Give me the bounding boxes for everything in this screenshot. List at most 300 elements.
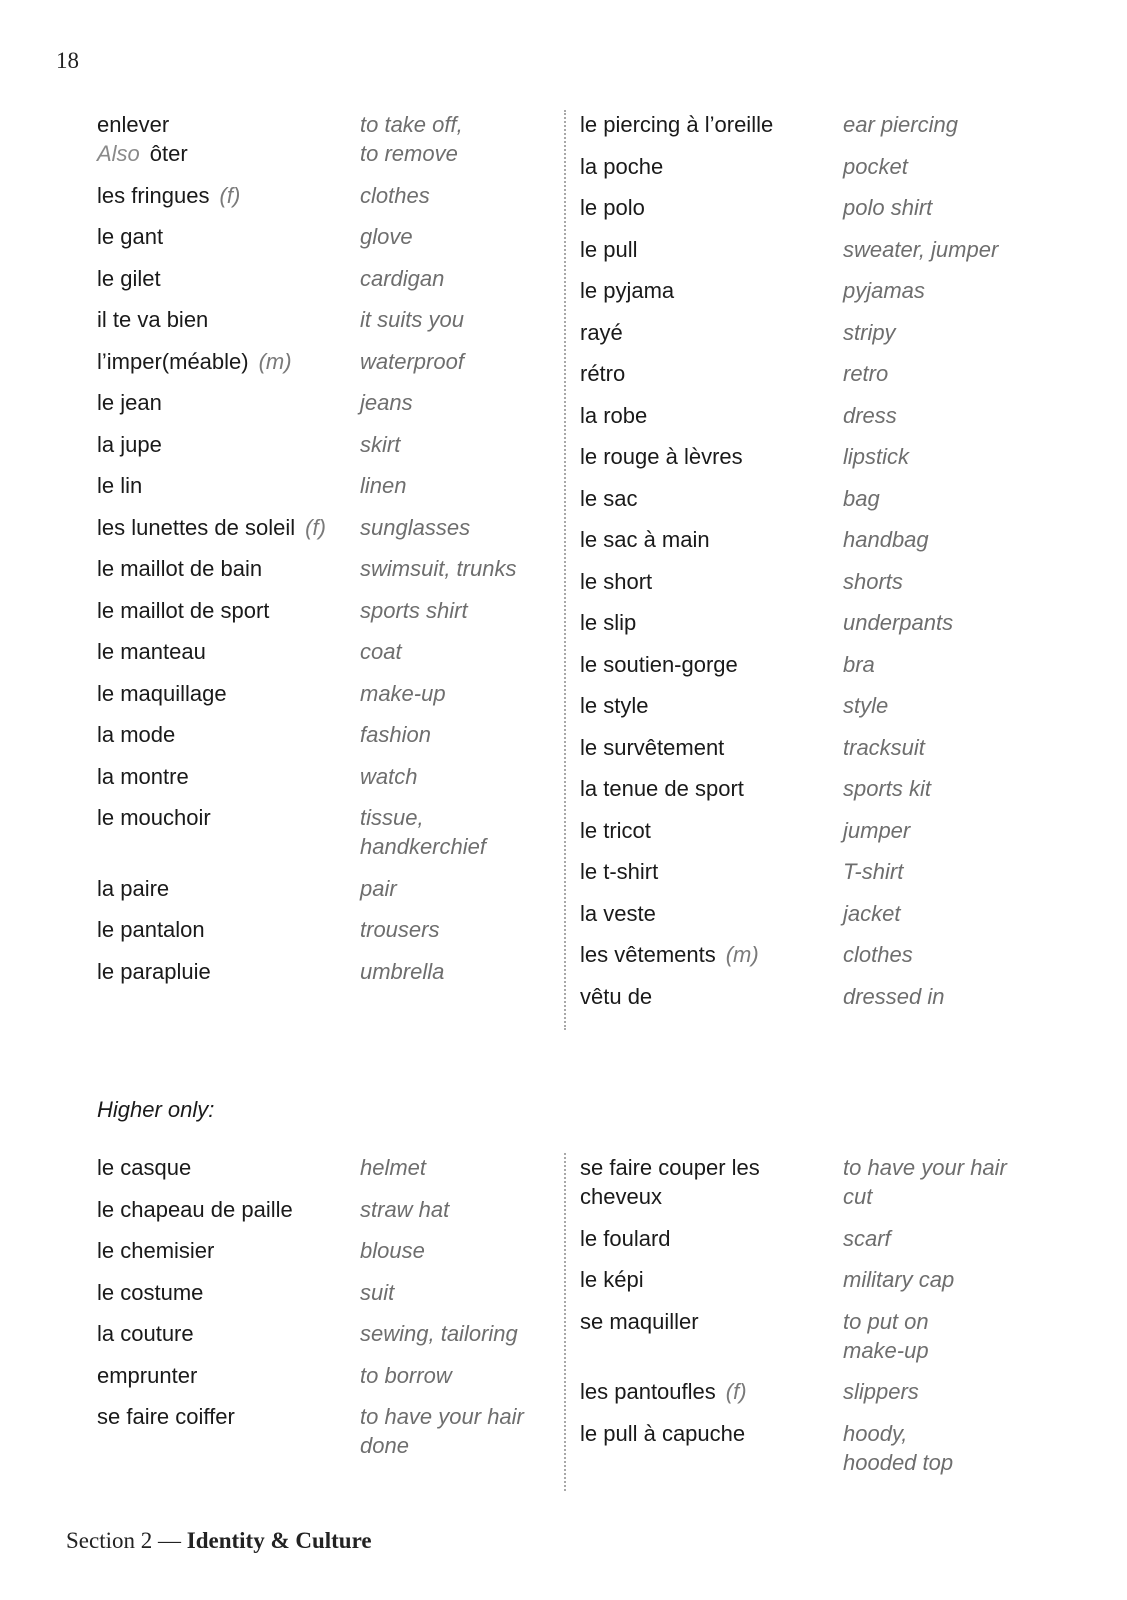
french-term [580,1377,843,1406]
vocab-entry [97,181,547,210]
english-translation [843,1153,1050,1211]
higher-section [0,1153,1127,1491]
higher-column-left [97,1153,547,1473]
translation-line: jeans [360,390,413,415]
french-term-line: le casque [97,1155,192,1180]
french-term [580,982,843,1011]
translation-line: coat [360,639,402,664]
english-translation [360,181,547,210]
english-translation [360,305,547,334]
french-term [580,899,843,928]
english-translation [843,733,1050,762]
french-term [97,388,360,417]
french-term [97,471,360,500]
translation-line: lipstick [843,444,910,469]
french-term-line: rétro [580,361,626,386]
french-term [97,347,360,376]
french-term [580,816,843,845]
french-word: les vêtements [580,942,716,967]
gender-marker: (f) [725,1379,747,1404]
english-translation [360,554,547,583]
translation-line: fashion [360,722,431,747]
french-term-line: le sac [580,485,638,511]
french-term-line [580,940,843,969]
french-term [580,484,843,513]
vocab-entry [580,152,1050,181]
vocab-entry [580,1419,1050,1477]
english-translation [360,1153,547,1182]
translation-line: hoody, [843,1420,908,1446]
vocab-entry [97,110,547,168]
translation-line: to remove [360,141,458,166]
translation-line: sewing, tailoring [360,1321,518,1346]
english-translation [843,193,1050,222]
alternative-word: ôter [149,141,188,166]
vocab-entry [580,484,1050,513]
english-translation [843,318,1050,347]
english-translation [843,110,1050,139]
french-term-line [97,513,360,542]
french-term-line: le pyjama [580,278,675,303]
french-term-line: emprunter [97,1362,198,1388]
english-translation [843,359,1050,388]
higher-column-right [580,1153,1050,1489]
vocab-entry [580,318,1050,347]
vocab-entry [97,430,547,459]
english-translation [360,637,547,666]
french-term [580,525,843,554]
translation-line: tissue, [360,805,424,830]
french-term-line: la couture [97,1321,194,1346]
page-footer [66,1528,372,1554]
french-term [97,874,360,903]
translation-line: straw hat [360,1196,450,1222]
french-term-line: le gant [97,224,164,249]
translation-line: pocket [843,153,908,179]
vocab-entry [580,193,1050,222]
translation-line: jumper [843,817,911,843]
french-term-line: le short [580,568,653,594]
english-translation [843,276,1050,305]
vocab-entry [97,1402,547,1460]
english-translation [360,596,547,625]
french-term [97,554,360,583]
french-word: les lunettes de soleil [97,514,296,540]
english-translation [360,762,547,791]
french-term-line: le slip [580,610,637,635]
french-term [97,1278,360,1307]
translation-line: pyjamas [843,278,925,303]
french-term [97,1361,360,1390]
french-word: les pantoufles [580,1379,716,1404]
english-translation [843,691,1050,720]
vocab-entry [97,471,547,500]
translation-line: make-up [360,680,446,706]
english-translation [843,442,1050,471]
french-term [97,264,360,293]
french-term [97,1402,360,1431]
vocab-entry [580,857,1050,886]
translation-line: to put on [843,1308,929,1334]
english-translation [843,608,1050,637]
vocab-entry [97,513,547,542]
vocab-entry [97,874,547,903]
french-term [97,957,360,986]
english-translation [843,525,1050,554]
french-term-line: le piercing à l’oreille [580,112,774,137]
vocab-entry [97,762,547,791]
french-term [580,318,843,347]
french-term [97,1319,360,1348]
vocab-entry [97,915,547,944]
translation-line: it suits you [360,307,464,332]
english-translation [843,567,1050,596]
translation-line: linen [360,473,407,498]
translation-line: military cap [843,1267,955,1292]
french-term [580,733,843,762]
vocab-entry [97,596,547,625]
translation-line: to have your hair [360,1404,524,1429]
french-term [97,222,360,251]
english-translation [360,1195,547,1224]
french-term-line: se faire couper les [580,1155,760,1180]
english-translation [843,857,1050,886]
vocab-entry [97,1319,547,1348]
french-term [97,637,360,666]
vocab-entry [580,525,1050,554]
vocab-entry [580,276,1050,305]
translation-line: jacket [843,900,901,926]
french-term-line: le pantalon [97,917,205,942]
french-term-line: le foulard [580,1225,671,1251]
french-term-line: le parapluie [97,958,211,984]
higher-only-heading: Higher only: [97,1097,215,1122]
french-term [580,276,843,305]
vocab-entry [580,1377,1050,1406]
translation-line: cut [843,1184,873,1209]
vocab-entry [580,567,1050,596]
french-term-line: la tenue de sport [580,776,744,801]
french-term-line: il te va bien [97,307,209,332]
french-term-line: le pull [580,236,638,262]
french-term [97,1236,360,1265]
vocab-entry [97,803,547,861]
french-term-line: le survêtement [580,734,725,760]
translation-line: retro [843,361,889,386]
translation-line: underpants [843,610,954,635]
vocab-entry [580,235,1050,264]
french-term [97,720,360,749]
english-translation [843,899,1050,928]
english-translation [360,430,547,459]
vocab-entry [97,554,547,583]
column-divider [564,110,566,1030]
french-term [580,193,843,222]
english-translation [843,650,1050,679]
french-term [97,305,360,334]
french-term-line: le képi [580,1267,644,1292]
vocab-entry [580,650,1050,679]
french-term [97,762,360,791]
translation-line: ear piercing [843,112,958,137]
french-term [580,359,843,388]
french-term-line: le gilet [97,265,161,291]
translation-line: swimsuit, trunks [360,556,517,581]
french-term-line: cheveux [580,1184,662,1209]
vocab-entry [580,1265,1050,1294]
english-translation [360,471,547,500]
english-translation [843,152,1050,181]
french-term-line: le sac à main [580,527,710,552]
french-term-line: rayé [580,319,623,345]
french-term [580,1153,843,1211]
vocab-column-left [97,110,547,998]
french-term-line: la robe [580,402,648,428]
translation-line: bag [843,485,880,511]
french-term-line: vêtu de [580,983,653,1009]
english-translation [360,264,547,293]
french-term-line: le polo [580,195,645,220]
translation-line: slippers [843,1379,919,1404]
french-term-line: le rouge à lèvres [580,444,743,469]
translation-line: scarf [843,1225,891,1251]
footer-dash: — [152,1528,187,1553]
french-term [97,915,360,944]
vocab-entry [580,733,1050,762]
vocab-entry [580,401,1050,430]
translation-line: skirt [360,431,401,457]
footer-section-title: Identity & Culture [186,1528,372,1553]
english-translation [360,803,547,861]
english-translation [360,1402,547,1460]
english-translation [843,484,1050,513]
vocab-entry [580,940,1050,969]
french-term [580,1224,843,1253]
translation-line: clothes [843,942,913,967]
translation-line: glove [360,224,413,249]
also-label: Also [97,141,140,166]
translation-line: sports shirt [360,597,468,623]
french-term-line: le chapeau de paille [97,1196,293,1222]
french-term-line: la veste [580,900,656,926]
french-term [580,442,843,471]
english-translation [843,1224,1050,1253]
vocab-entry [580,1224,1050,1253]
translation-line: tracksuit [843,734,925,760]
vocab-entry [97,222,547,251]
english-translation [843,1265,1050,1294]
french-term-line: la jupe [97,431,162,457]
french-term-line: la poche [580,153,664,179]
translation-line: make-up [843,1337,929,1363]
french-term-line: le lin [97,473,143,498]
french-term-line: le manteau [97,639,206,664]
english-translation [360,679,547,708]
french-term-line: le t-shirt [580,859,659,884]
translation-line: sweater, jumper [843,236,999,262]
page-number: 18 [56,48,79,73]
english-translation [360,110,547,168]
vocab-column-right [580,110,1050,1023]
vocab-entry [97,1236,547,1265]
translation-line: bra [843,651,875,677]
gender-marker: (f) [219,182,241,208]
translation-line: dressed in [843,983,945,1009]
french-term [97,430,360,459]
gender-marker: (m) [725,942,759,967]
english-translation [843,816,1050,845]
french-term [580,691,843,720]
vocab-entry [97,1278,547,1307]
translation-line: stripy [843,319,896,345]
translation-line: handkerchief [360,834,486,859]
vocab-entry [97,957,547,986]
french-term-line: le soutien-gorge [580,651,738,677]
french-term-line: la mode [97,722,176,747]
translation-line: polo shirt [843,195,933,220]
translation-line: waterproof [360,348,464,374]
vocab-entry [97,720,547,749]
vocab-entry [97,1195,547,1224]
french-term [580,401,843,430]
french-term-line: le jean [97,390,162,415]
vocab-entry [580,774,1050,803]
french-term-line: la montre [97,763,189,789]
french-term-line: se faire coiffer [97,1404,235,1429]
translation-line: clothes [360,182,430,208]
vocab-entry [97,305,547,334]
french-term-line: la paire [97,875,170,901]
translation-line: hooded top [843,1449,954,1475]
vocab-entry [580,608,1050,637]
french-term-line [580,1377,843,1406]
french-term-line: se maquiller [580,1308,699,1334]
french-term [97,1153,360,1182]
french-term-line: le maquillage [97,680,227,706]
french-term-line: enlever [97,112,170,137]
vocab-entry [97,388,547,417]
french-term-line: le chemisier [97,1238,215,1263]
french-term [97,513,360,542]
english-translation [843,774,1050,803]
english-translation [843,940,1050,969]
french-term [580,152,843,181]
translation-line: pair [360,875,397,901]
vocab-entry [97,1361,547,1390]
vocab-entry [580,816,1050,845]
english-translation [360,1319,547,1348]
french-term [97,679,360,708]
english-translation [843,235,1050,264]
vocab-entry [97,679,547,708]
french-term [580,235,843,264]
english-translation [843,1419,1050,1477]
translation-line: suit [360,1279,395,1305]
french-term-line [97,347,360,376]
vocab-entry [580,899,1050,928]
french-term [580,1419,843,1448]
translation-line: to have your hair [843,1155,1007,1180]
vocab-entry [580,1307,1050,1365]
english-translation [843,401,1050,430]
english-translation [360,915,547,944]
english-translation [843,982,1050,1011]
vocab-section [0,110,1127,1030]
column-divider [564,1153,566,1491]
french-term [97,110,360,168]
french-term [580,110,843,139]
english-translation [360,513,547,542]
translation-line: trousers [360,917,440,942]
english-translation [360,720,547,749]
french-term [580,608,843,637]
translation-line: sunglasses [360,514,471,540]
vocab-entry [580,359,1050,388]
french-term-line: le tricot [580,817,651,843]
english-translation [360,1361,547,1390]
translation-line: shorts [843,568,903,594]
french-term [97,181,360,210]
english-translation [843,1377,1050,1406]
english-translation [360,1278,547,1307]
french-term-line: le mouchoir [97,805,211,830]
vocab-entry [97,347,547,376]
english-translation [843,1307,1050,1365]
vocab-entry [97,1153,547,1182]
french-term [580,567,843,596]
vocab-entry [580,691,1050,720]
french-term [97,803,360,832]
english-translation [360,1236,547,1265]
vocab-entry [97,264,547,293]
translation-line: handbag [843,527,929,552]
french-term [580,857,843,886]
vocab-entry [580,982,1050,1011]
vocab-entry [580,1153,1050,1211]
english-translation [360,957,547,986]
vocab-entry [580,110,1050,139]
footer-section-label: Section 2 [66,1528,153,1553]
translation-line: style [843,693,889,718]
gender-marker: (f) [305,514,326,540]
french-term [580,1307,843,1336]
translation-line: helmet [360,1155,427,1180]
english-translation [360,874,547,903]
translation-line: T-shirt [843,859,904,884]
translation-line: done [360,1433,409,1458]
english-translation [360,222,547,251]
french-term-line: le costume [97,1279,204,1305]
french-term-line: le style [580,693,649,718]
translation-line: to take off, [360,112,463,137]
translation-line: umbrella [360,958,445,984]
french-term [580,774,843,803]
translation-line: cardigan [360,265,445,291]
translation-line: watch [360,763,418,789]
french-term [580,650,843,679]
french-word: l’imper(méable) [97,348,249,374]
french-term-line: le maillot de sport [97,597,270,623]
french-term [580,1265,843,1294]
vocab-entry [580,442,1050,471]
gender-marker: (m) [258,348,292,374]
french-term [97,596,360,625]
english-translation [360,388,547,417]
french-term-line: le maillot de bain [97,556,263,581]
vocab-entry [97,637,547,666]
french-term-line: le pull à capuche [580,1420,746,1446]
french-term [580,940,843,969]
